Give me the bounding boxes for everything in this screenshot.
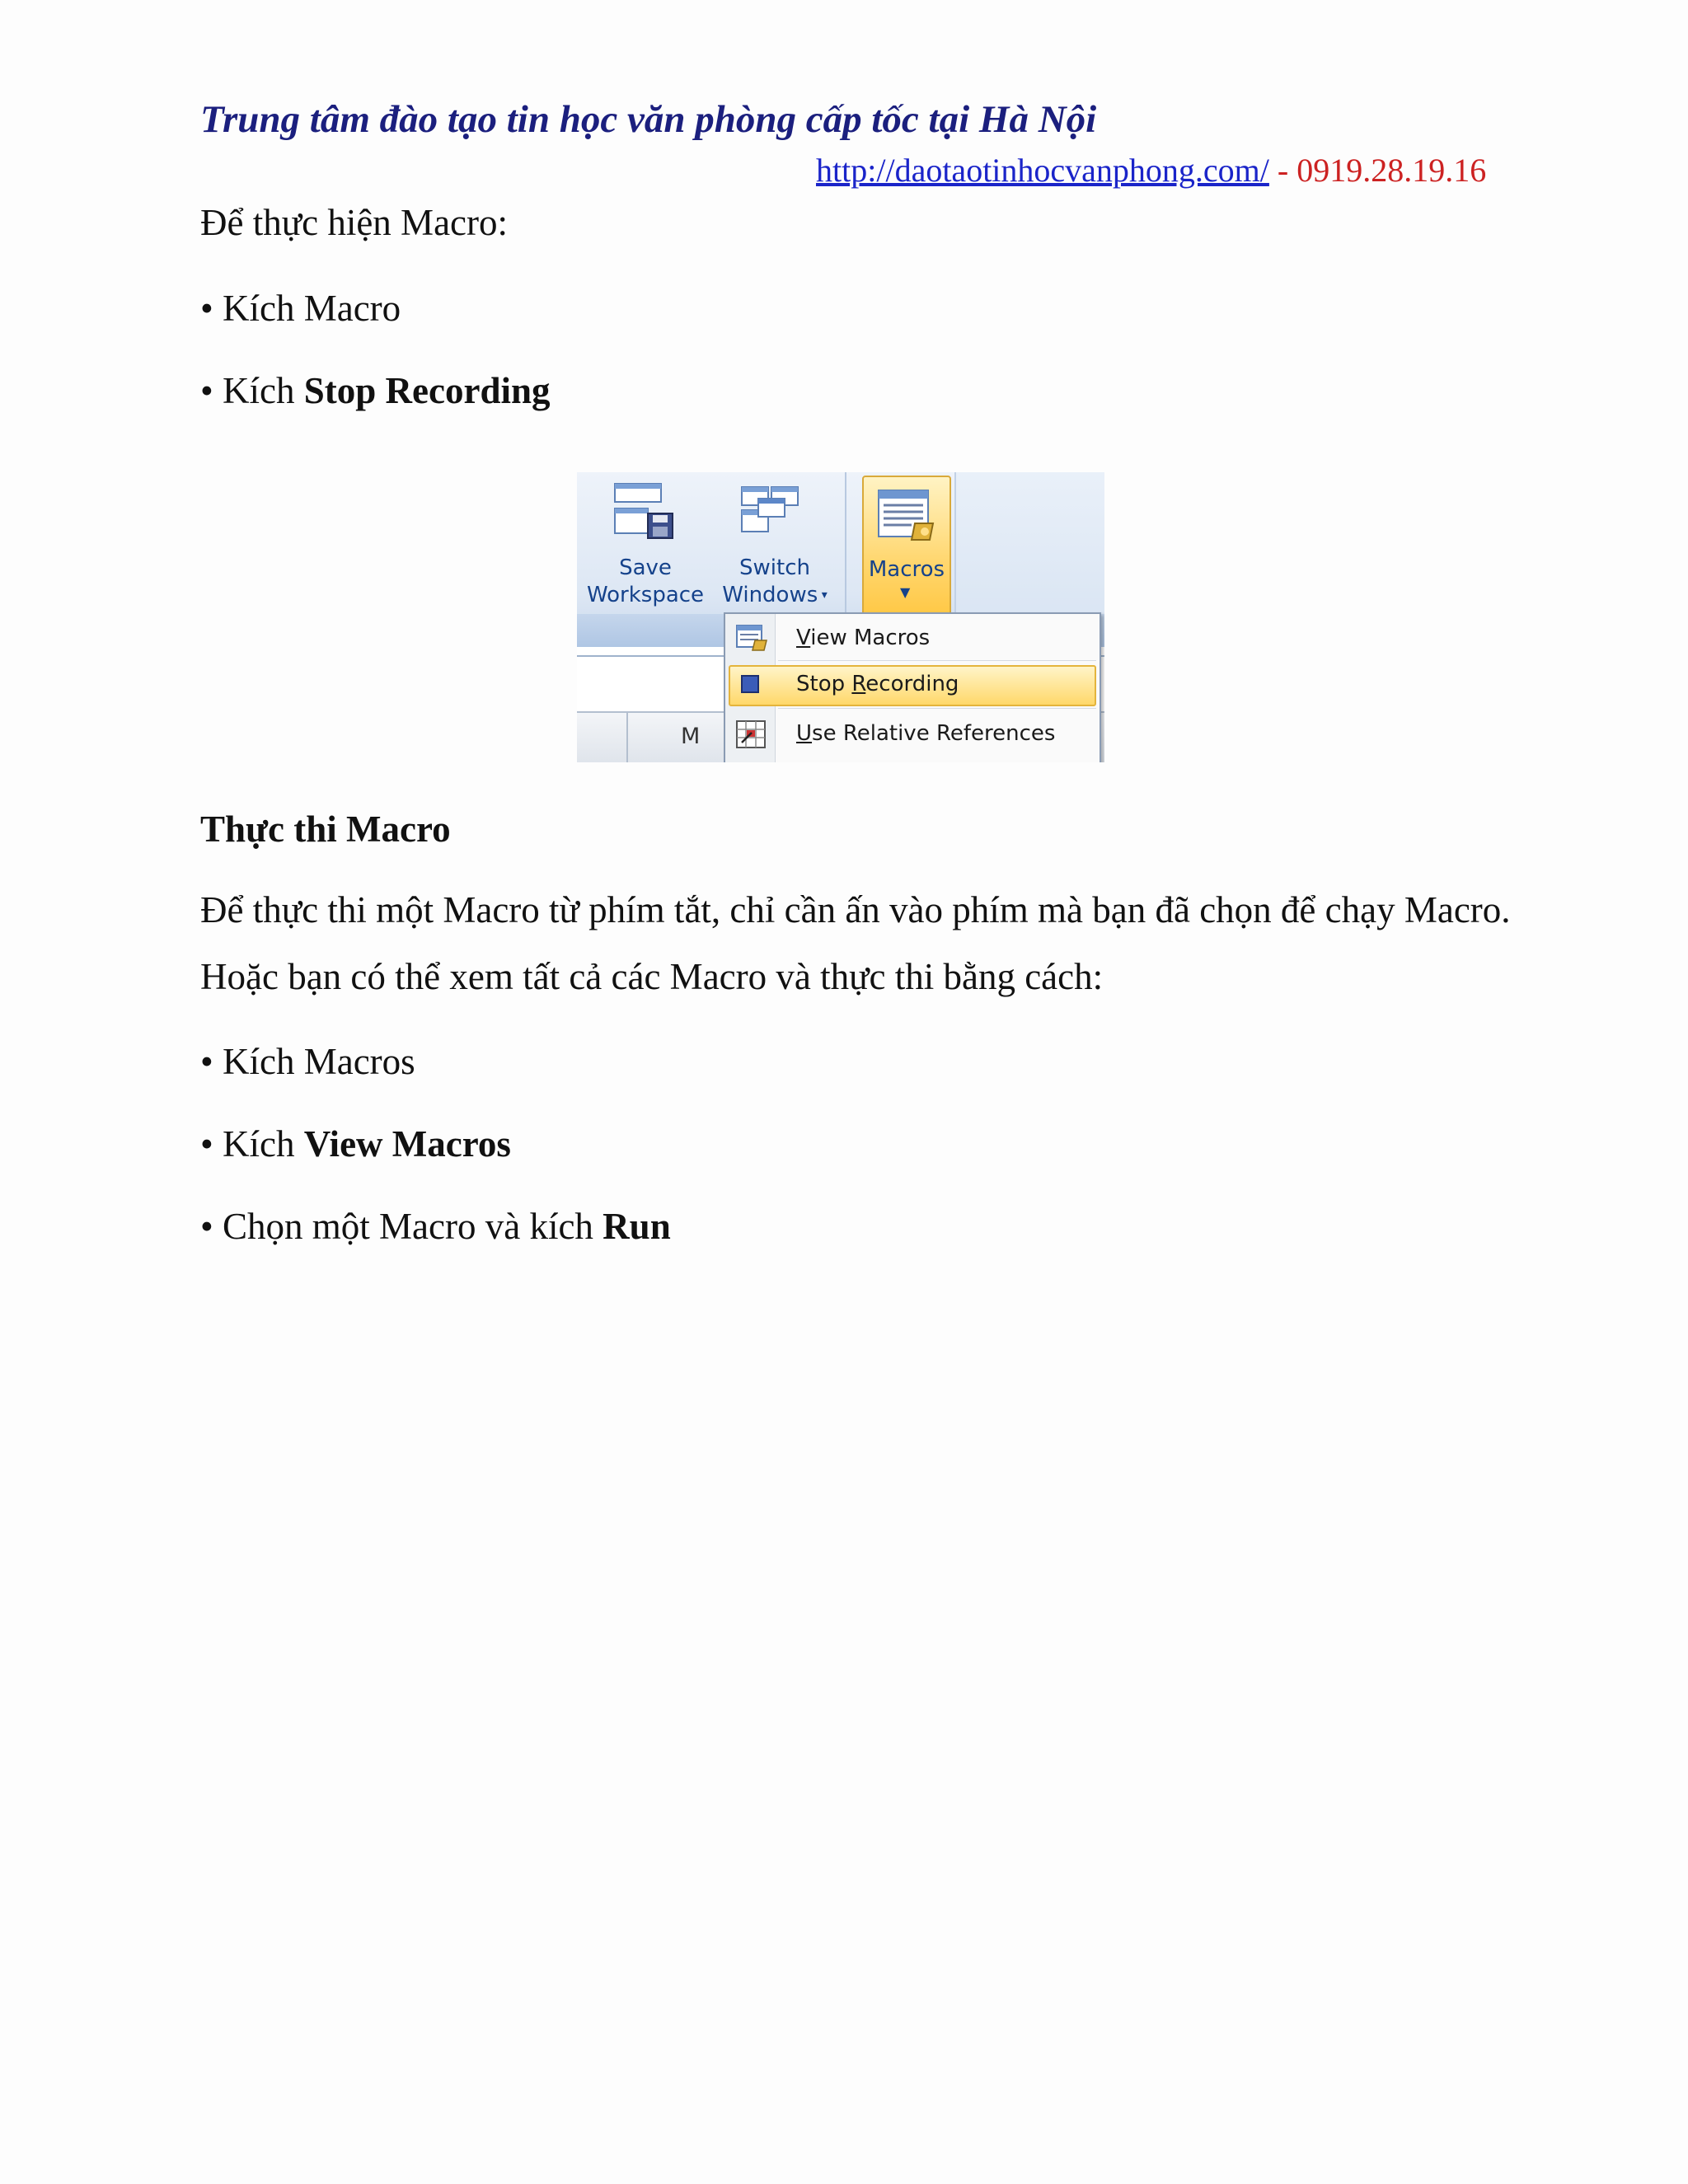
chevron-down-icon: ▼ [900, 584, 911, 600]
section-heading-run-macro: Thực thi Macro [200, 808, 451, 850]
bullet-prefix: • Chọn một Macro và kích [200, 1206, 603, 1247]
macros-icon [875, 487, 938, 548]
switch-windows-label-2: Windows ▾ [722, 583, 828, 607]
website-link[interactable]: http://daotaotinhocvanphong.com/ [816, 152, 1269, 189]
bullet-bold-text: View Macros [303, 1123, 511, 1165]
menu-item-stop-recording[interactable] [725, 663, 1100, 705]
column-separator [626, 713, 628, 762]
macros-button[interactable] [862, 476, 951, 617]
relative-references-icon [735, 719, 768, 755]
phone-number: 0919.28.19.16 [1296, 152, 1487, 189]
run-macro-paragraph: Để thực thi một Macro từ phím tắt, chỉ cần ấn vào phím mà bạn đã chọn để chạy Macro. Hoặc bạn có thể xem tất cả các Macro và thực thi bằng cách: [200, 889, 1511, 997]
switch-windows-button[interactable] [709, 555, 841, 609]
stop-recording-label: Stop Recording [796, 672, 959, 696]
bullet-click-macro: • Kích Macro [200, 288, 401, 329]
excel-ribbon-screenshot [577, 472, 1104, 762]
ribbon-group-divider [845, 472, 846, 614]
save-workspace-label-1: Save [619, 555, 672, 580]
bullet-click-macros: • Kích Macros [200, 1041, 415, 1082]
macros-label: Macros [868, 557, 945, 582]
intro-text: Để thực hiện Macro: [200, 202, 509, 243]
page-header-title: Trung tâm đào tạo tin học văn phòng cấp tốc tại Hà Nội [200, 98, 1097, 141]
view-macros-icon [735, 624, 768, 658]
bullet-prefix: • Kích [200, 1123, 304, 1165]
use-relative-references-label: Use Relative References [796, 721, 1056, 746]
column-header-m: M [681, 724, 701, 749]
save-workspace-icon [612, 480, 678, 545]
bullet-prefix: • Kích [200, 370, 304, 411]
stop-icon [740, 674, 760, 700]
bullet-select-and-run [200, 1205, 671, 1248]
header-separator: - [1268, 152, 1297, 189]
bullet-bold-text: Stop Recording [303, 370, 551, 411]
chevron-down-icon: ▾ [818, 588, 828, 602]
menu-separator [778, 660, 1096, 661]
save-workspace-button[interactable] [584, 555, 707, 609]
header-contact [816, 151, 1486, 190]
menu-item-view-macros[interactable] [725, 617, 1100, 658]
bullet-click-stop-recording [200, 369, 551, 412]
menu-item-use-relative-references[interactable] [725, 713, 1100, 754]
bullet-bold-text: Run [603, 1206, 671, 1247]
switch-windows-icon [738, 484, 804, 541]
view-macros-label: View Macros [796, 626, 931, 650]
menu-separator [778, 708, 1096, 709]
switch-windows-label-1: Switch [739, 555, 810, 580]
save-workspace-label-2: Workspace [586, 583, 705, 607]
bullet-click-view-macros [200, 1122, 511, 1165]
macros-dropdown-menu [724, 612, 1101, 762]
